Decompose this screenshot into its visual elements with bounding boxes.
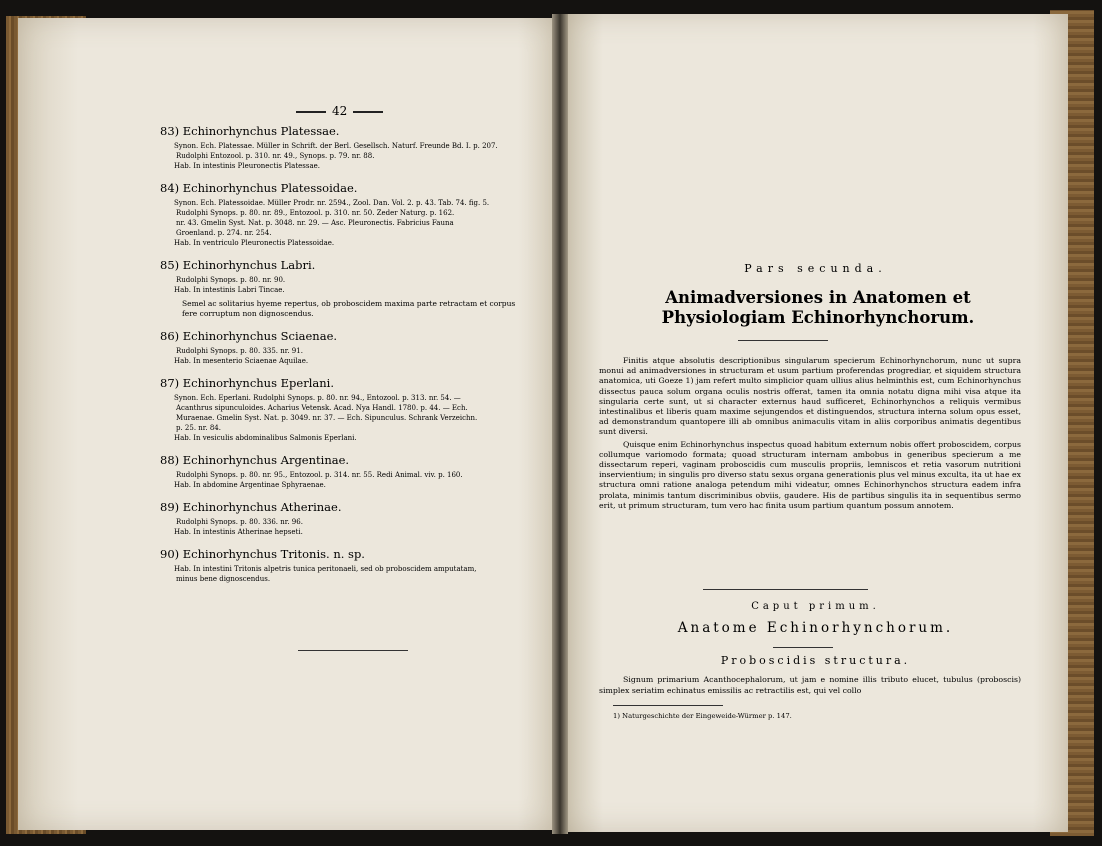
species-entry [160,547,532,584]
title-rule [738,340,828,341]
habitat-line: Hab. In mesenterio Sciaenae Aquilae. [174,357,309,365]
synonym-line: nr. 43. Gmelin Syst. Nat. p. 3048. nr. 29. — Asc. Pleuronectis. Fabricius Fauna [176,219,454,227]
habitat-line: Hab. In abdomine Argentinae Sphyraenae. [174,481,326,489]
habitat-line: Hab. In ventriculo Pleuronectis Platessoidae. [174,239,335,247]
synonym-line: Rudolphi Entozool. p. 310. nr. 49., Synops. p. 79. nr. 88. [176,152,375,160]
synonym-line: minus bene dignoscendus. [176,575,271,583]
entry-note: Semel ac solitarius hyeme repertus, ob proboscidem maxima parte retractam et corpus fere corruptum non dignoscendus. [182,299,516,318]
entry-title: 85) Echinorhynchus Labri. [160,258,316,272]
synonym-line: Rudolphi Synops. p. 80. 336. nr. 96. [176,518,303,526]
page-number: 42 [290,104,389,118]
species-entry [160,181,532,248]
entry-title: 89) Echinorhynchus Atherinae. [160,500,342,514]
body-paragraph: Signum primarium Acanthocephalorum, ut jam e nomine illis tributo elucet, tubulus (proboscis) simplex seriatim echinatus emissilis ac retractilis est, qui vel collo [599,675,1021,695]
intro-text [599,356,1021,513]
species-entries [160,124,532,594]
part-heading: Pars secunda. [744,262,887,275]
chapter-rule [703,589,868,590]
species-entry [160,376,532,443]
species-entry [160,329,532,366]
synonym-line: Synon. Ech. Platessoidae. Müller Prodr. nr. 2594., Zool. Dan. Vol. 2. p. 43. Tab. 74. fig. 5. [174,199,490,207]
synonym-line: Rudolphi Synops. p. 80. nr. 89., Entozool. p. 310. nr. 50. Zeder Naturg. p. 162. [176,209,455,217]
synonym-line: Synon. Ech. Eperlani. Rudolphi Synops. p. 80. nr. 94., Entozool. p. 313. nr. 54. — [174,394,461,402]
habitat-line: Hab. In intestinis Labri Tincae. [174,286,285,294]
closing-rule [298,650,408,651]
footnote: 1) Naturgeschichte der Eingeweide-Würmer p. 147. [613,712,792,720]
chapter-heading: Caput primum. [751,601,880,612]
synonym-line: p. 25. nr. 84. [176,424,221,432]
section-title: Proboscidis structura. [720,654,911,667]
synonym-line: Rudolphi Synops. p. 80. 335. nr. 91. [176,347,303,355]
synonym-line: Acanthrus sipunculoides. Acharius Vetensk. Acad. Nya Handl. 1780. p. 44. — Ech. [176,404,468,412]
entry-title: 90) Echinorhynchus Tritonis. n. sp. [160,547,365,561]
habitat-line: Hab. In vesiculis abdominalibus Salmonis Eperlani. [174,434,357,442]
entry-title: 88) Echinorhynchus Argentinae. [160,453,350,467]
synonym-line: Groenland. p. 274. nr. 254. [176,229,272,237]
right-page-content [563,14,1068,832]
chapter-title: Anatome Echinorhynchorum. [677,620,954,636]
entry-title: 86) Echinorhynchus Sciaenae. [160,329,338,343]
intro-paragraph: Quisque enim Echinorhynchus inspectus quoad habitum externum nobis offert proboscidem, corpus collumque variomodo formata; quoad structuram internam ambobus in generibus specierum a me dissectarum reperi, vaginam proboscidis cum musculis propriis, lemniscos et retia vasorum nutritioni inservientium; in singulis pro diverso statu sexus organa generationis plus vel minus exculta, ita ut hae ex structura omni ratione analoga petendum mihi videatur, omnes Echinorhynchos structura eadem infra prolata, minimis tantum discriminibus obviis, gaudere. His de partibus singulis ita in sequentibus sermo erit, ut primum structuram, tum vero hac finita usum partium quantum possum annotem. [599,439,1021,510]
part-title: Animadversiones in Anatomen et Physiologiam Echinorhynchorum. [661,288,975,327]
synonym-line: Synon. Ech. Platessae. Müller in Schrift. der Berl. Gesellsch. Naturf. Freunde Bd. I. p. 207. [174,142,498,150]
species-entry [160,500,532,537]
body-text [599,674,1021,696]
intro-paragraph: Finitis atque absolutis descriptionibus singularum specierum Echinorhynchorum, nunc ut supra monui ad animadversiones in structuram et usum partium proferendas progrediar, et siquidem structura anatomica, uti Goeze 1) jam refert multo simplicior quam ullius alius helminthis est, cum Echinorhynchus dissectus pauca solum organa oculis nostris offerat, tamen ita omnia notatu digna mihi visa atque ita singularia certe sunt, ut si character externus haud sufficeret, Echinorhynchos a reliquis vermibus intestinalibus et liberis quam maxime sejungendos et distinguendos, structura interna solum opus esset, ad demonstrandum quantopere illi ab omnibus animaculis vitam in aliis corporibus animatis degentibus sunt diversi. [599,356,1021,437]
entry-title: 83) Echinorhynchus Platessae. [160,124,340,138]
species-entry [160,453,532,490]
footnote-rule [613,705,723,706]
species-entry [160,124,532,171]
synonym-line: Muraenae. Gmelin Syst. Nat. p. 3049. nr. 37. — Ech. Sipunculus. Schrank Verzeichn. [176,414,478,422]
entry-title: 87) Echinorhynchus Eperlani. [160,376,334,390]
synonym-line: Rudolphi Synops. p. 80. nr. 95., Entozool. p. 314. nr. 55. Redi Animal. viv. p. 160. [176,471,463,479]
species-entry [160,258,532,319]
habitat-line: Hab. In intestinis Atherinae hepseti. [174,528,303,536]
synonym-line: Rudolphi Synops. p. 80. nr. 90. [176,276,286,284]
entry-title: 84) Echinorhynchus Platessoidae. [160,181,358,195]
habitat-line: Hab. In intestinis Pleuronectis Platessae. [174,162,321,170]
habitat-line: Hab. In intestini Tritonis alpetris tunica peritonaeli, sed ob proboscidem amputatam, [174,565,477,573]
section-rule [773,647,833,648]
